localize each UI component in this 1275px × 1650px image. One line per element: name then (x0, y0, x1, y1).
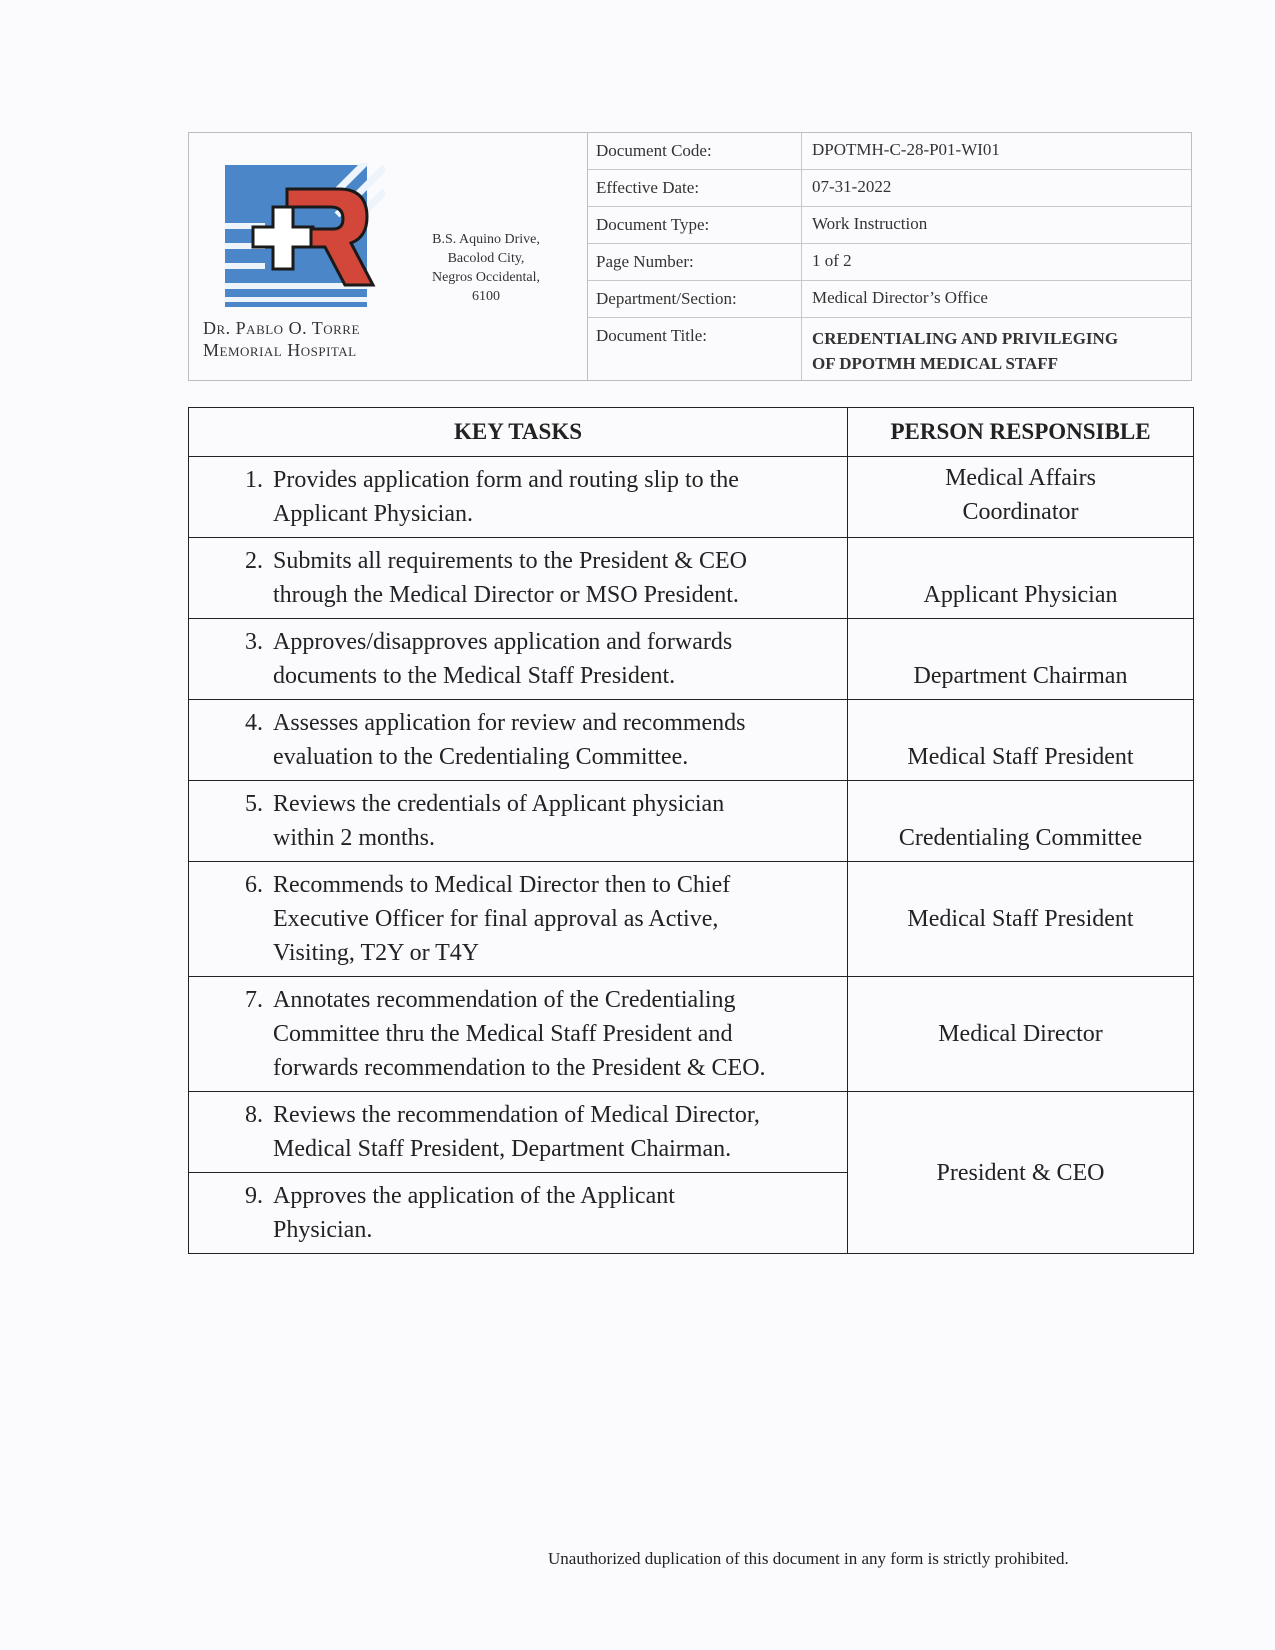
task-line: Committee thru the Medical Staff President and (273, 1021, 733, 1047)
task-number: 4. (245, 710, 263, 736)
task-line: Executive Officer for final approval as Active, (273, 906, 719, 932)
table-row (189, 538, 1194, 619)
task-cell (189, 538, 848, 619)
meta-label: Page Number: (588, 244, 802, 280)
task-line: evaluation to the Credentialing Committee. (273, 744, 689, 770)
meta-label: Document Title: (588, 318, 802, 380)
task-line: Reviews the recommendation of Medical Director, (273, 1102, 760, 1128)
table-header-row (189, 408, 1194, 457)
task-line: within 2 months. (273, 825, 436, 851)
address-line: Bacolod City, (447, 251, 525, 266)
document-header (188, 132, 1192, 381)
task-line: Annotates recommendation of the Credentialing (273, 987, 736, 1013)
meta-label: Department/Section: (588, 281, 802, 317)
task-cell (189, 1173, 848, 1254)
task-cell (189, 862, 848, 977)
task-text (273, 625, 732, 693)
document-meta-table (588, 133, 1191, 380)
address-line: 6100 (472, 289, 500, 304)
meta-row-department (588, 281, 1191, 318)
person-line: Medical Affairs (945, 465, 1096, 491)
task-line: Medical Staff President, Department Chairman. (273, 1136, 732, 1162)
meta-row-document-type (588, 207, 1191, 244)
task-line: Assesses application for review and recommends (273, 710, 746, 736)
footer-notice: Unauthorized duplication of this document in any form is strictly prohibited. (548, 1549, 1069, 1568)
task-cell (189, 781, 848, 862)
task-line: Reviews the credentials of Applicant physician (273, 791, 725, 817)
meta-label: Effective Date: (588, 170, 802, 206)
task-number: 5. (245, 791, 263, 817)
person-cell (848, 457, 1194, 538)
task-number: 2. (245, 548, 263, 574)
table-row (189, 781, 1194, 862)
task-number: 9. (245, 1183, 263, 1209)
task-line: Physician. (273, 1217, 373, 1243)
task-line: through the Medical Director or MSO President. (273, 582, 739, 608)
person-cell: Medical Staff President (848, 700, 1194, 781)
hospital-block (189, 133, 588, 380)
column-header-key-tasks: KEY TASKS (189, 408, 848, 457)
table-row (189, 862, 1194, 977)
hospital-name-line2: Memorial Hospital (203, 340, 357, 360)
task-line: Applicant Physician. (273, 501, 473, 527)
task-text (273, 1179, 675, 1247)
task-cell (189, 619, 848, 700)
table-row (189, 977, 1194, 1092)
task-line: Recommends to Medical Director then to Chief (273, 872, 731, 898)
meta-row-document-title (588, 318, 1191, 380)
meta-label: Document Code: (588, 133, 802, 169)
task-line: Approves the application of the Applicant (273, 1183, 675, 1209)
task-line: forwards recommendation to the President & CEO. (273, 1055, 766, 1081)
task-text (273, 463, 739, 531)
person-cell: Medical Staff President (848, 862, 1194, 977)
table-row (189, 457, 1194, 538)
task-cell (189, 700, 848, 781)
meta-label: Document Type: (588, 207, 802, 243)
task-line: documents to the Medical Staff President. (273, 663, 676, 689)
person-cell: Department Chairman (848, 619, 1194, 700)
person-cell: Credentialing Committee (848, 781, 1194, 862)
table-row (189, 1092, 1194, 1173)
task-cell (189, 1092, 848, 1173)
meta-value: DPOTMH-C-28-P01-WI01 (812, 140, 1000, 159)
address-line: B.S. Aquino Drive, (432, 232, 540, 247)
task-number: 1. (245, 467, 263, 493)
document-title-line2: OF DPOTMH MEDICAL STAFF (812, 354, 1059, 373)
task-line: Visiting, T2Y or T4Y (273, 940, 480, 966)
table-row (189, 700, 1194, 781)
task-text (273, 787, 724, 855)
hospital-name-line1: Dr. Pablo O. Torre (203, 318, 360, 338)
person-cell: Medical Director (848, 977, 1194, 1092)
hospital-name (203, 317, 360, 361)
task-text (273, 1098, 760, 1166)
person-line: Coordinator (962, 499, 1079, 525)
meta-value: 1 of 2 (812, 251, 852, 270)
task-line: Approves/disapproves application and forwards (273, 629, 733, 655)
task-text (273, 544, 747, 612)
meta-value: 07-31-2022 (812, 177, 892, 196)
person-cell: President & CEO (848, 1092, 1194, 1254)
meta-value: Work Instruction (812, 214, 928, 233)
task-text (273, 868, 730, 970)
document-title-line1: CREDENTIALING AND PRIVILEGING (812, 329, 1119, 348)
task-number: 8. (245, 1102, 263, 1128)
address-line: Negros Occidental, (431, 270, 541, 285)
hospital-address (411, 230, 561, 306)
meta-row-page-number (588, 244, 1191, 281)
task-number: 6. (245, 872, 263, 898)
table-row (189, 619, 1194, 700)
task-text (273, 983, 766, 1085)
meta-value: Medical Director’s Office (812, 288, 988, 307)
column-header-person-responsible: PERSON RESPONSIBLE (848, 408, 1194, 457)
task-cell (189, 457, 848, 538)
key-tasks-table (188, 407, 1194, 1254)
task-text (273, 706, 746, 774)
task-line: Submits all requirements to the President & CEO (273, 548, 747, 574)
task-number: 7. (245, 987, 263, 1013)
meta-row-document-code (588, 133, 1191, 170)
hospital-logo (225, 163, 385, 323)
task-line: Provides application form and routing slip to the (273, 467, 739, 493)
task-cell (189, 977, 848, 1092)
person-cell: Applicant Physician (848, 538, 1194, 619)
document-title (802, 318, 1191, 380)
task-number: 3. (245, 629, 263, 655)
meta-row-effective-date (588, 170, 1191, 207)
